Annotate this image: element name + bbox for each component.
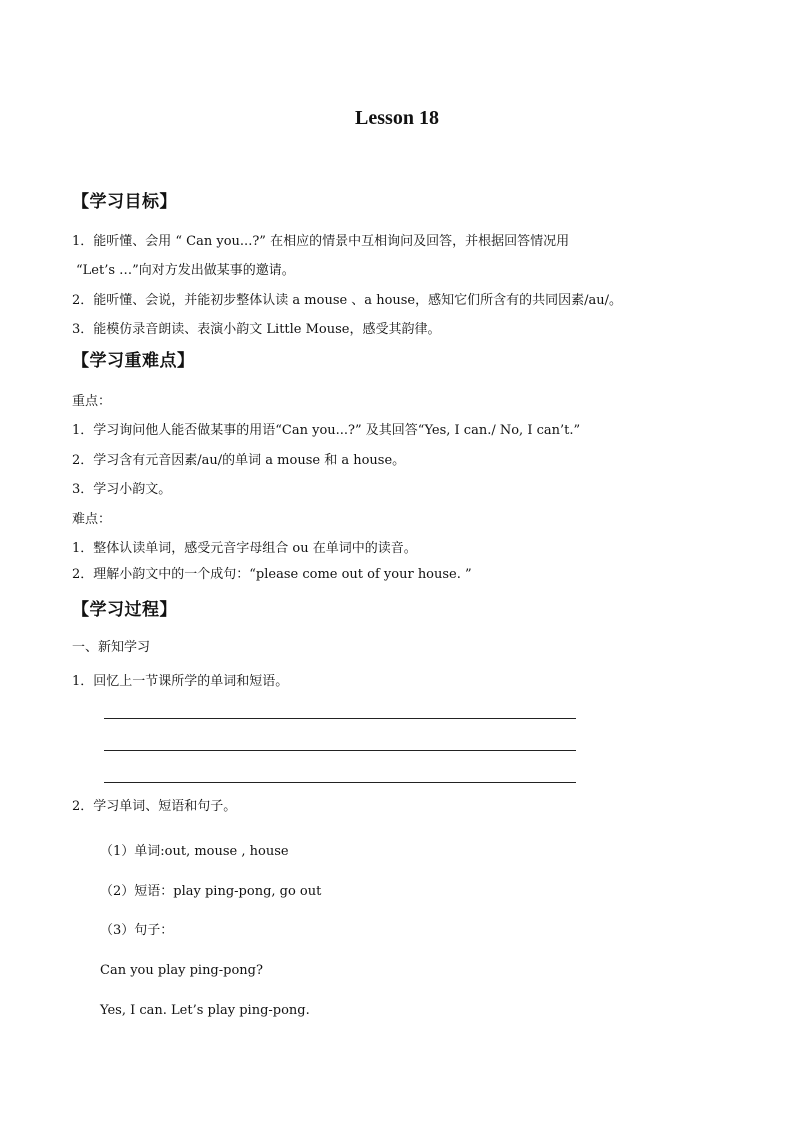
step-1: 1．回忆上一节课所学的单词和短语。 <box>72 674 289 689</box>
sentence-answer: Yes, I can. Let’s play ping-pong. <box>100 1003 310 1018</box>
sentence-question: Can you play ping-pong? <box>100 963 263 978</box>
step-2: 2．学习单词、短语和句子。 <box>72 799 237 814</box>
objective-item-1: 1．能听懂、会用 “ Can you...?” 在相应的情景中互相询问及回答，并根据回答情况用 <box>72 234 570 249</box>
objective-item-3: 3．能模仿录音朗读、表演小韵文 Little Mouse，感受其韵律。 <box>72 322 441 337</box>
sub-item-phrases: （2）短语：play ping-pong, go out <box>100 884 322 899</box>
key-label: 重点： <box>72 394 112 409</box>
difficult-item-2: 2．理解小韵文中的一个成句：“please come out of your house. ” <box>72 567 472 582</box>
objective-item-2: 2．能听懂、会说，并能初步整体认读 a mouse 、a house，感知它们所含有的共同因素/au/。 <box>72 293 623 308</box>
objective-item-1-continued: “Let’s …”向对方发出做某事的邀请。 <box>76 263 295 278</box>
key-points-heading: 【学习重难点】 <box>72 351 195 371</box>
difficult-label: 难点： <box>72 512 112 527</box>
answer-line-2 <box>104 750 576 751</box>
key-item-2: 2．学习含有元音因素/au/的单词 a mouse 和 a house。 <box>72 453 406 468</box>
sub-item-words: （1）单词:out, mouse , house <box>100 844 289 859</box>
page-title: Lesson 18 <box>355 107 439 129</box>
process-heading: 【学习过程】 <box>72 600 177 620</box>
answer-line-3 <box>104 782 576 783</box>
key-item-3: 3．学习小韵文。 <box>72 482 172 497</box>
difficult-item-1: 1．整体认读单词，感受元音字母组合 ou 在单词中的读音。 <box>72 541 417 556</box>
section-one-title: 一、新知学习 <box>72 640 151 655</box>
answer-line-1 <box>104 718 576 719</box>
objectives-heading: 【学习目标】 <box>72 192 177 212</box>
sub-item-sentences: （3）句子： <box>100 923 174 938</box>
key-item-1: 1．学习询问他人能否做某事的用语“Can you...?” 及其回答“Yes, I can./ No, I can’t.” <box>72 423 581 438</box>
